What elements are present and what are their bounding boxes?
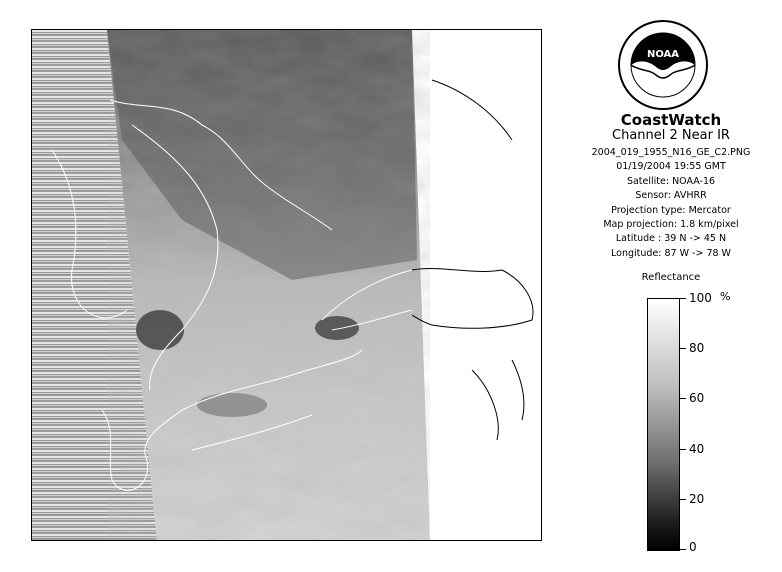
- legend-tick-label: 20: [689, 492, 705, 506]
- map-projection-label: Map projection: 1.8 km/pixel: [603, 219, 739, 231]
- legend-tick: [680, 549, 686, 550]
- projection-type-label: Projection type: Mercator: [611, 204, 731, 216]
- longitude-label: Longitude: 87 W -> 78 W: [611, 247, 731, 259]
- reflectance-colorbar: [647, 298, 680, 551]
- legend-tick: [680, 398, 686, 399]
- reflectance-image: [32, 30, 542, 541]
- filename-label: 2004_019_1955_N16_GE_C2.PNG: [591, 147, 751, 158]
- channel-label: Channel 2 Near IR: [612, 128, 730, 143]
- datetime-label: 01/19/2004 19:55 GMT: [616, 161, 726, 173]
- info-block: [560, 146, 782, 261]
- legend-tick: [680, 298, 686, 299]
- legend-unit: %: [720, 290, 731, 303]
- latitude-label: Latitude : 39 N -> 45 N: [615, 233, 727, 245]
- app-title: CoastWatch: [620, 111, 722, 129]
- satellite-label: Satellite: NOAA-16: [626, 175, 716, 187]
- sensor-label: Sensor: AVHRR: [635, 190, 707, 202]
- legend-tick: [680, 449, 686, 450]
- legend-tick-label: 80: [689, 341, 705, 355]
- legend-tick: [680, 499, 686, 500]
- legend-tick-label: 100: [689, 291, 712, 305]
- legend-tick-label: 60: [689, 391, 705, 405]
- legend-title: Reflectance: [641, 272, 701, 283]
- satellite-map: [31, 29, 542, 541]
- logo-text: NOAA: [646, 49, 680, 60]
- noaa-logo: [617, 19, 709, 111]
- legend-tick: [680, 348, 686, 349]
- legend-tick-label: 0: [689, 540, 697, 554]
- legend-tick-label: 40: [689, 442, 705, 456]
